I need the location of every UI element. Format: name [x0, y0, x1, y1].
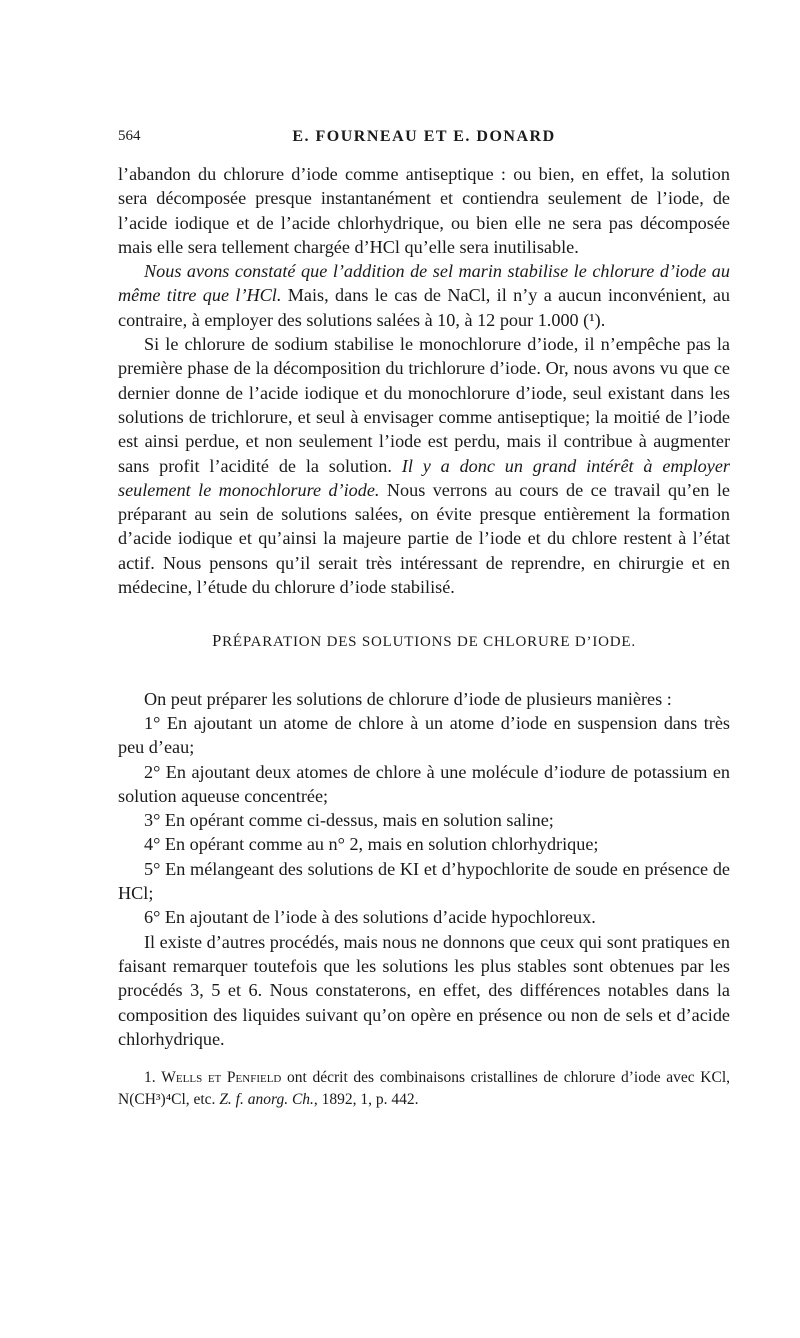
italic-conclusion: Il y a donc un grand intérêt à employer seulement le monochlorure d’iode.: [118, 455, 731, 500]
footnote-number: 1.: [144, 1069, 156, 1087]
paragraph-stabilisation: [118, 259, 730, 332]
method-item: 2° En ajoutant deux atomes de chlore à une molécule d’iodure de potassium en solution aqueuse concentrée;: [118, 761, 730, 806]
document-page: [118, 128, 730, 1111]
method-item: 3° En opérant comme ci-dessus, mais en solution saline;: [144, 810, 554, 831]
paragraph-text: Nous verrons au cours de ce travail qu’en le préparant au sein de solutions salées, on évite presque entièrement la formation d’acide iodique et qu’ainsi la majeure partie de l’iode et du chlore restent à l’état actif. Nous pensons qu’il serait très intéressant de reprendre, en chirurgie et en médecine, l’étude du chlorure d’iode stabilisé.: [118, 479, 730, 598]
footnote-authors: Wells et Penfield: [161, 1069, 282, 1087]
section-heading: [118, 629, 730, 654]
paragraph-monochlorure: [118, 332, 730, 599]
footnote-separator: [118, 1051, 730, 1067]
method-item: 4° En opérant comme au n° 2, mais en solution chlorhydrique;: [144, 834, 599, 855]
methods-closing: Il existe d’autres procédés, mais nous ne donnons que ceux qui sont pratiques en faisant remarquer toutefois que les solutions les plus stables sont obtenues par les procédés 3, 5 et 6. Nous constaterons, en effet, des différences notables dans la composition des liquides suivant qu’on opère en présence ou non de sels et d’acide chlorhydrique.: [118, 931, 730, 1049]
paragraph-text: Mais, dans le cas de NaCl, il n’y a aucun inconvénient, au contraire, à employer des solutions salées à 10, à 12 pour 1.000 (¹).: [118, 285, 730, 330]
footnote-journal: Z. f. anorg. Ch.: [219, 1091, 314, 1109]
page-number: 564: [118, 128, 141, 144]
footnote-reference: , 1892, 1, p. 442.: [313, 1091, 419, 1109]
page-header: [118, 128, 730, 152]
running-title: E. FOURNEAU ET E. DONARD: [292, 128, 556, 145]
body-text: [118, 162, 730, 1051]
paragraph-text: Si le chlorure de sodium stabilise le monochlorure d’iode, il n’empêche pas la première phase de la décomposition du trichlorure d’iode. Or, nous avons vu que ce dernier donne de l’acide iodique et du monochlorure d’iode, seul existant dans les solutions de trichlorure, et seul à envisager comme antiseptique; la moitié de l’iode est ainsi perdue, et non seulement l’iode est perdu, mais il contribue à augmenter sans profit l’acidité de la solution.: [118, 334, 730, 476]
heading-text: RÉPARATION DES SOLUTIONS DE CHLORURE D’IODE.: [222, 634, 636, 651]
method-item: 1° En ajoutant un atome de chlore à un atome d’iode en suspension dans très peu d’eau;: [118, 712, 730, 758]
heading-initial: P: [212, 631, 223, 651]
methods-intro: On peut préparer les solutions de chlorure d’iode de plusieurs manières :: [144, 688, 672, 709]
footnote: [118, 1067, 730, 1111]
footnote-text: ont décrit des combinaisons cristallines de chlorure d’iode avec KCl, N(CH³)⁴Cl, etc.: [118, 1069, 730, 1109]
method-item: 6° En ajoutant de l’iode à des solutions d’acide hypochloreux.: [144, 907, 596, 928]
method-item: 5° En mélangeant des solutions de KI et d’hypochlorite de soude en présence de HCl;: [118, 858, 730, 904]
paragraph-continuation: l’abandon du chlorure d’iode comme antiseptique : ou bien, en effet, la solution sera décomposée presque instantanément et contiendra seulement de l’iode, de l’acide iodique et de l’acide chlorhydrique, ou bien elle ne sera pas décomposée mais elle sera tellement chargée d’HCl qu’elle sera inutilisable.: [118, 164, 730, 257]
italic-finding: Nous avons constaté que l’addition de sel marin stabilise le chlorure d’iode au même titre que l’HCl.: [118, 261, 730, 306]
